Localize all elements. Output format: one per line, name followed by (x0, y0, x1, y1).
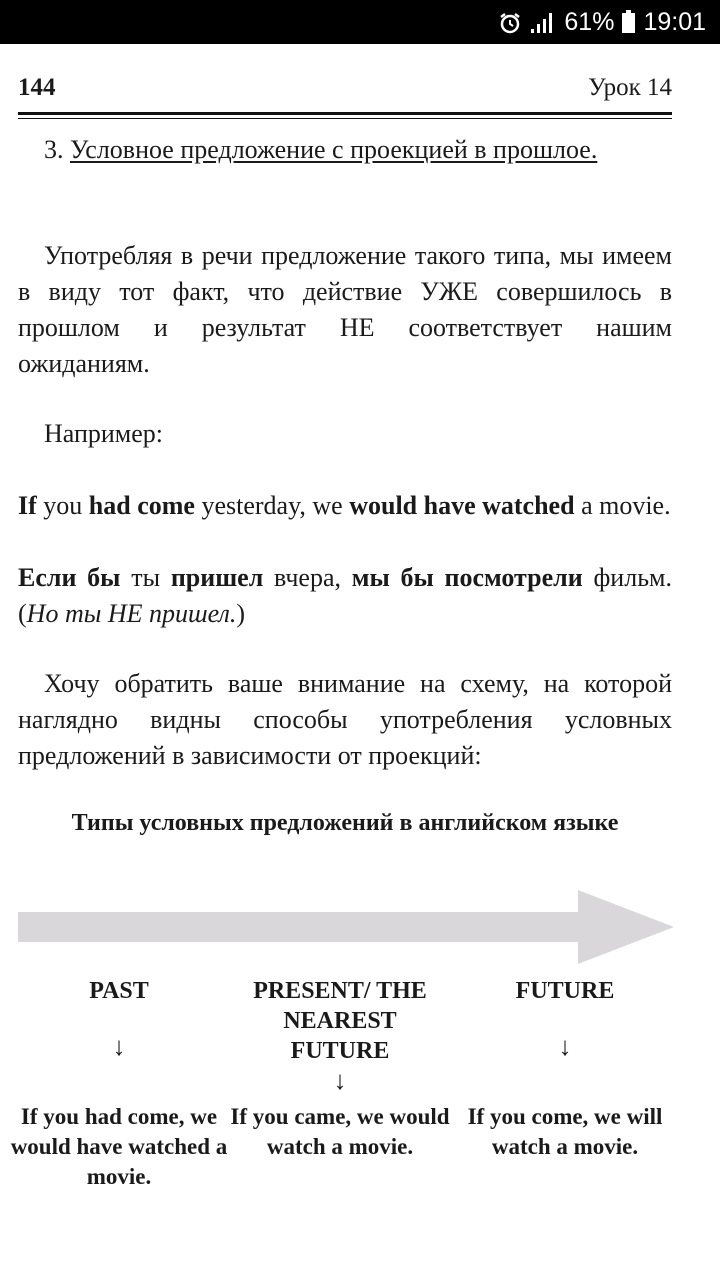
example-en-text-2: yesterday, we (194, 491, 350, 520)
battery-percent: 61% (564, 8, 615, 36)
column-past (14, 976, 224, 1062)
battery-icon (622, 13, 635, 33)
status-bar (0, 0, 720, 44)
example-ru-esli-by: Если бы (18, 563, 121, 592)
header-rule-thin (18, 118, 672, 119)
lesson-label: Урок 14 (588, 74, 672, 101)
example-en-if: If (18, 491, 37, 520)
column-present-label: PRESENT/ THE NEAREST FUTURE (253, 978, 427, 1064)
example-ru-prishel: пришел (170, 563, 264, 592)
example-en-would-have-watched: would have watched (349, 491, 575, 520)
example-ru-text-1: ты (120, 563, 171, 592)
example-english (18, 488, 672, 524)
example-russian (18, 560, 672, 632)
page-header (18, 74, 672, 106)
page-number: 144 (18, 74, 56, 101)
section-number: 3. (44, 135, 64, 164)
example-present: If you came, we would watch a movie. (230, 1104, 450, 1159)
column-present (235, 976, 445, 1096)
example-ru-text-3: фильм. ( (18, 563, 673, 628)
down-arrow-icon: ↓ (558, 1032, 572, 1061)
header-rule-thick (18, 112, 672, 115)
timeline-arrow (18, 890, 674, 964)
alarm-clock-icon (498, 11, 522, 35)
example-ru-text-4: ) (236, 599, 246, 628)
diagram-title: Типы условных предложений в английском языке (71, 810, 619, 836)
signal-strength-icon (530, 12, 556, 34)
example-ru-my-by-posmotreli: мы бы посмотрели (351, 563, 583, 592)
down-arrow-icon: ↓ (333, 1066, 347, 1095)
paragraph-scheme-intro: Хочу обратить ваше внимание на схему, на которой наглядно видны способы употребления условных предложений в зависимости от проекций: (18, 669, 672, 770)
example-intro: Например: (44, 419, 164, 448)
clock-time: 19:01 (643, 8, 706, 36)
example-en-text-1: you (36, 491, 89, 520)
example-ru-note: Но ты НЕ пришел. (26, 599, 237, 628)
down-arrow-icon: ↓ (112, 1032, 126, 1061)
column-future (460, 976, 670, 1062)
example-ru-text-2: вчера, (263, 563, 352, 592)
example-en-had-come: had come (88, 491, 195, 520)
example-en-text-3: a movie. (574, 491, 671, 520)
column-future-label: FUTURE (515, 978, 615, 1004)
example-future: If you come, we will watch a movie. (467, 1104, 663, 1159)
column-past-label: PAST (89, 978, 149, 1004)
paragraph-intro: Употребляя в речи предложение такого типа, мы имеем в виду тот факт, что действие УЖЕ совершилось в прошлом и результат НЕ соответствует нашим ожиданиям. (18, 241, 672, 378)
section-title-text: Условное предложение с проекцией в прошлое. (70, 135, 598, 164)
section-title (18, 132, 672, 168)
example-past: If you had come, we would have watched a movie. (10, 1104, 228, 1189)
